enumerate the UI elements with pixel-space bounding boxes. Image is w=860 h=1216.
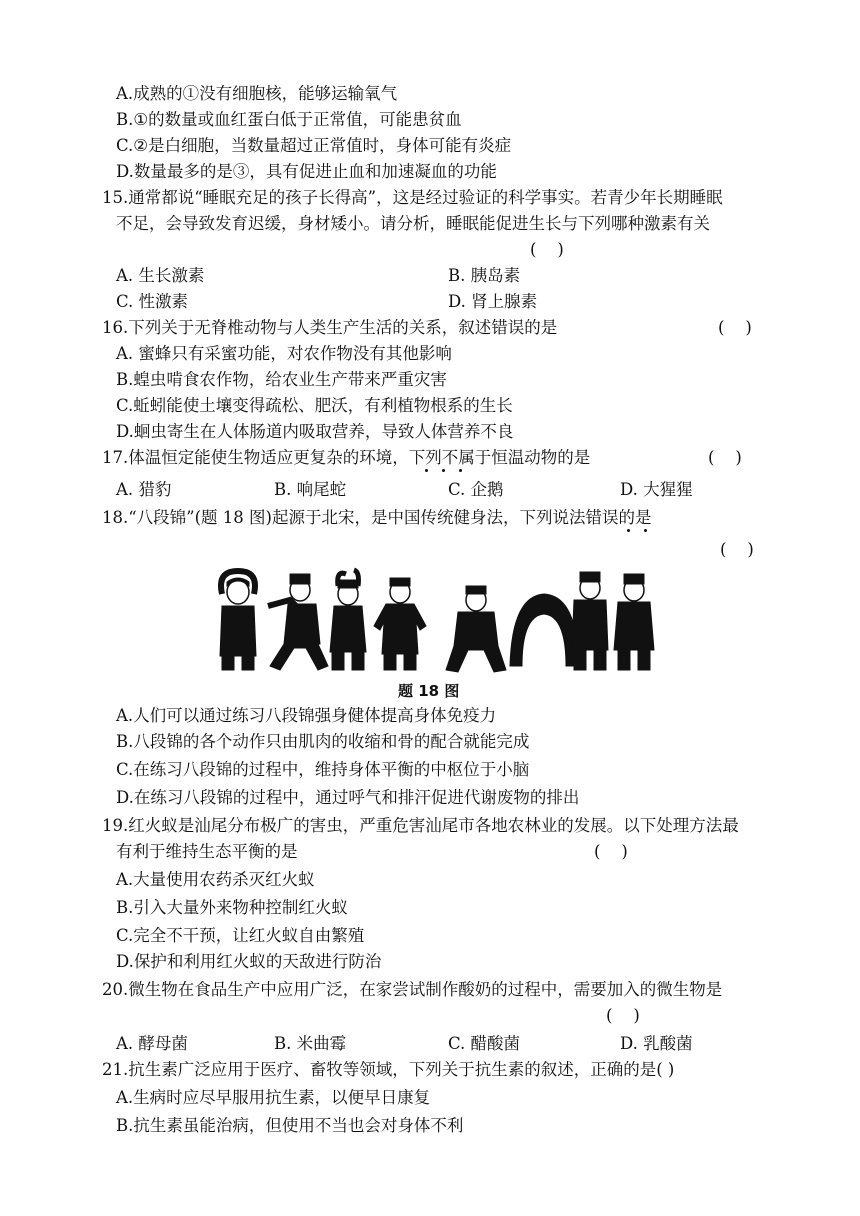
q16-stem: 16.下列关于无脊椎动物与人类生产生活的关系，叙述错误的是 <box>102 318 558 337</box>
q17-answer-paren: ( ) <box>708 448 742 467</box>
figure-4 <box>374 578 426 670</box>
q18-option-c: C.在练习八段锦的过程中，维持身体平衡的中枢位于小脑 <box>116 760 530 779</box>
q19-option-d: D.保护和利用红火蚁的天敌进行防治 <box>116 952 382 971</box>
q21-stem: 21.抗生素广泛应用于医疗、畜牧等领域，下列关于抗生素的叙述，正确的是( ) <box>102 1060 675 1079</box>
q21-option-b: B.抗生素虽能治病，但使用不当也会对身体不利 <box>116 1116 464 1135</box>
q15-option-c: C. 性激素 <box>116 292 189 311</box>
q19-answer-paren: ( ) <box>594 842 628 861</box>
q20-option-d: D. 乳酸菌 <box>620 1034 693 1053</box>
q19-option-c: C.完全不干预，让红火蚁自由繁殖 <box>116 926 365 945</box>
emphasis-dot <box>627 529 630 532</box>
q15-option-d: D. 肾上腺素 <box>448 292 538 311</box>
figure-3 <box>330 570 366 670</box>
q16-option-c: C.蚯蚓能使土壤变得疏松、肥沃，有利植物根系的生长 <box>116 396 513 415</box>
figure-6 <box>510 594 578 666</box>
q17-option-b: B. 响尾蛇 <box>274 480 347 499</box>
baduanjin-figure <box>208 566 660 676</box>
q17-option-a: A. 猎豹 <box>116 480 172 499</box>
figure-1 <box>220 571 256 670</box>
q14-option-b: B.①的数量或血红蛋白低于正常值，可能患贫血 <box>116 110 462 129</box>
emphasis-dot <box>425 469 428 472</box>
q17-option-d: D. 大猩猩 <box>620 480 693 499</box>
q15-stem-line2: 不足，会导致发育迟缓，身材矮小。请分析，睡眠能促进生长与下列哪种激素有关 <box>116 214 710 233</box>
q20-stem: 20.微生物在食品生产中应用广泛，在家尝试制作酸奶的过程中，需要加入的微生物是 <box>102 980 723 999</box>
q16-option-a: A. 蜜蜂只有采蜜功能，对农作物没有其他影响 <box>116 344 452 363</box>
q15-option-b: B. 胰岛素 <box>448 266 521 285</box>
q17-stem: 17.体温恒定能使生物适应更复杂的环境，下列不属于恒温动物的是 <box>102 448 591 467</box>
figure-5 <box>446 586 506 672</box>
q20-option-c: C. 醋酸菌 <box>448 1034 521 1053</box>
figure-caption: 题 18 图 <box>398 682 460 700</box>
q14-option-a: A.成熟的①没有细胞核，能够运输氧气 <box>116 84 398 103</box>
q18-option-d: D.在练习八段锦的过程中，通过呼气和排汗促进代谢废物的排出 <box>116 788 580 807</box>
q19-stem-line1: 19.红火蚁是汕尾分布极广的害虫，严重危害汕尾市各地农林业的发展。以下处理方法最 <box>102 816 739 835</box>
q15-option-a: A. 生长激素 <box>116 266 205 285</box>
figure-7 <box>572 572 608 670</box>
emphasis-dot <box>459 469 462 472</box>
q20-answer-paren: ( ) <box>606 1006 640 1025</box>
q19-option-a: A.大量使用农药杀灭红火蚁 <box>116 870 315 889</box>
emphasis-dot <box>644 529 647 532</box>
q18-stem: 18.“八段锦”(题 18 图)起源于北宋，是中国传统健身法，下列说法错误的是 <box>102 508 652 527</box>
q15-answer-paren: ( ) <box>530 240 564 259</box>
q14-option-d: D.数量最多的是③，具有促进止血和加速凝血的功能 <box>116 162 497 181</box>
q19-option-b: B.引入大量外来物种控制红火蚁 <box>116 898 348 917</box>
q16-answer-paren: ( ) <box>718 318 752 337</box>
q20-option-b: B. 米曲霉 <box>274 1034 347 1053</box>
q19-stem-line2: 有利于维持生态平衡的是 <box>116 842 298 861</box>
emphasis-dot <box>442 469 445 472</box>
q18-answer-paren: ( ) <box>720 540 754 559</box>
q14-option-c: C.②是白细胞，当数量超过正常值时，身体可能有炎症 <box>116 136 512 155</box>
q21-option-a: A.生病时应尽早服用抗生素，以便早日康复 <box>116 1088 431 1107</box>
q17-option-c: C. 企鹅 <box>448 480 504 499</box>
q16-option-b: B.蝗虫啃食农作物，给农业生产带来严重灾害 <box>116 370 447 389</box>
figure-8 <box>614 574 654 670</box>
q18-option-b: B.八段锦的各个动作只由肌肉的收缩和骨的配合就能完成 <box>116 732 530 751</box>
q20-option-a: A. 酵母菌 <box>116 1034 188 1053</box>
q15-stem-line1: 15.通常都说“睡眠充足的孩子长得高”，这是经过验证的科学事实。若青少年长期睡眠 <box>102 188 723 207</box>
figure-2 <box>268 574 328 670</box>
q18-option-a: A.人们可以通过练习八段锦强身健体提高身体免疫力 <box>116 706 497 725</box>
q16-option-d: D.蛔虫寄生在人体肠道内吸取营养，导致人体营养不良 <box>116 422 514 441</box>
